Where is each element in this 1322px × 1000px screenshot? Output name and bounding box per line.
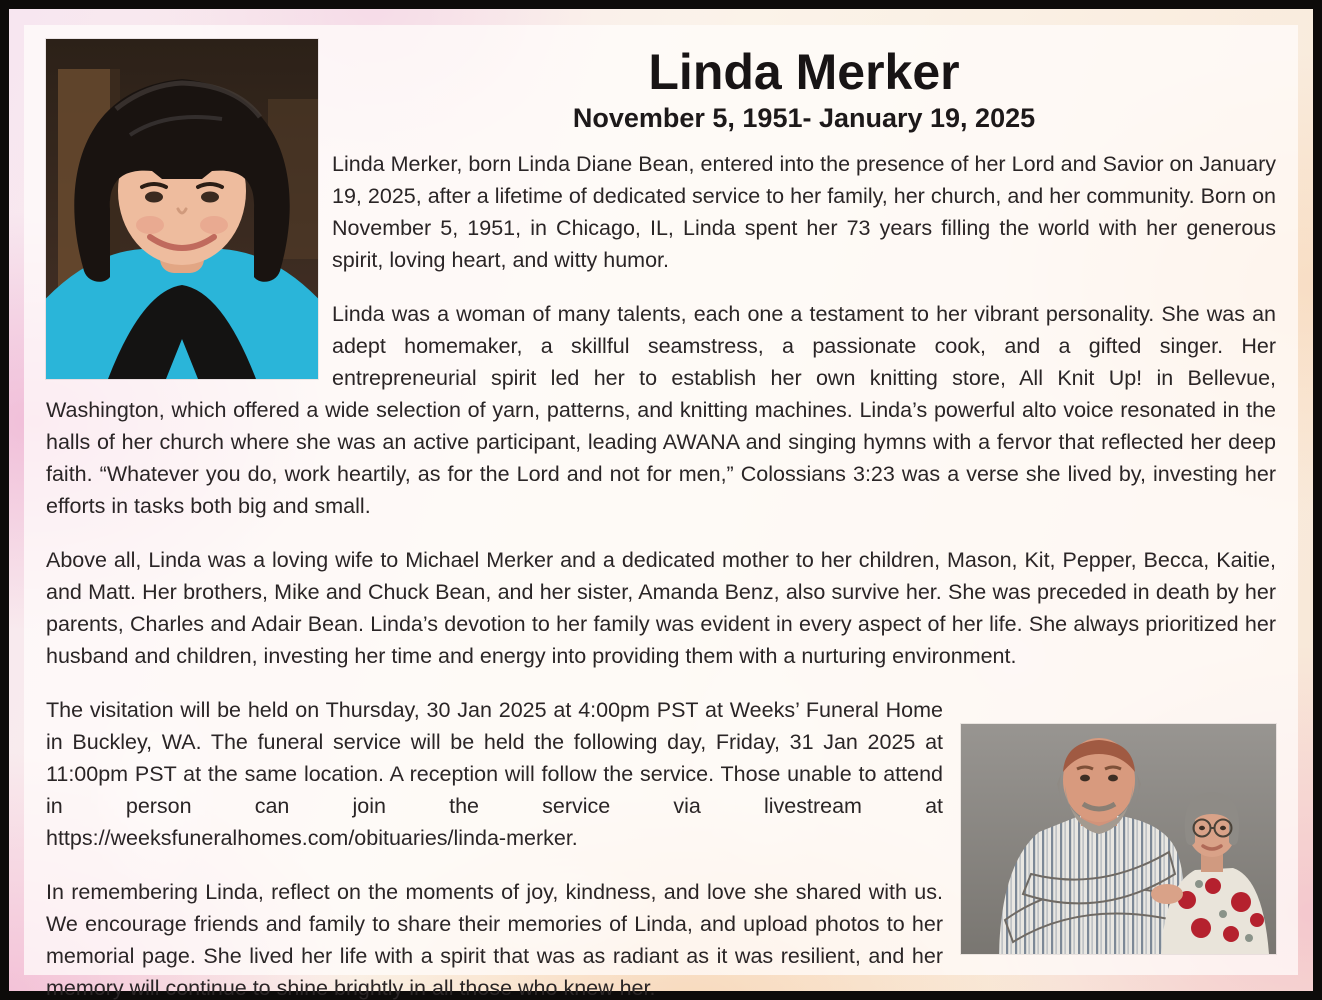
page-title: Linda Merker (648, 44, 960, 100)
portrait-photo (46, 39, 318, 379)
life-dates: November 5, 1951- January 19, 2025 (572, 103, 1036, 133)
couple-photo-illustration (961, 724, 1276, 954)
obituary-paragraph-3: Above all, Linda was a loving wife to Michael Merker and a dedicated mother to her children, Mason, Kit, Pepper, Becca, Kaitie, and Matt. Her brothers, Mike and Chuck Bean, and her sister, Amanda Benz, also survive her. She was preceded in death by her parents, Charles and Adair Bean. Linda’s devotion to her family was evident in every aspect of her life. She always prioritized her husband and children, investing her time and energy into providing them with a nurturing environment. (46, 548, 1276, 668)
obituary-paragraph-1: Linda Merker, born Linda Diane Bean, entered into the presence of her Lord and Savior on January 19, 2025, after a lifetime of dedicated service to her family, her church, and her community. Born on November 5, 1951, in Chicago, IL, Linda spent her 73 years filling the world with her generous spirit, loving heart, and witty humor. (332, 152, 1276, 272)
couple-photo (961, 724, 1276, 954)
portrait-photo-illustration (46, 39, 318, 379)
obituary-card (24, 25, 1298, 1000)
obituary-paragraph-2: Linda was a woman of many talents, each one a testament to her vibrant personality. She was an adept homemaker, a skillful seamstress, a passionate cook, and a gifted singer. Her entrepreneurial spirit led her to establish her own knitting store, All Knit Up! in Bellevue, Washington, which offered a wide selection of yarn, patterns, and knitting machines. Linda’s powerful alto voice resonated in the halls of her church where she was an active participant, leading AWANA and singing hymns with a fervor that reflected her deep faith. “Whatever you do, work heartily, as for the Lord and not for men,” Colossians 3:23 was a verse she lived by, investing her efforts in tasks both big and small. (46, 302, 1276, 518)
obituary-paragraph-5: In remembering Linda, reflect on the moments of joy, kindness, and love she shared with us. We encourage friends and family to share their memories of Linda, and upload photos to her memorial page. She lived her life with a spirit that was as radiant as it was resilient, and her memory will continue to shine brightly in all those who knew her. (46, 880, 943, 1000)
obituary-paragraph-4: The visitation will be held on Thursday, 30 Jan 2025 at 4:00pm PST at Weeks’ Funeral Home in Buckley, WA. The funeral service will be held the following day, Friday, 31 Jan 2025 at 11:00pm PST at the same location. A reception will follow the service. Those unable to attend in person can join the service via livestream at https://weeksfuneralhomes.com/obituaries/linda-merker. (46, 698, 943, 850)
floral-background (9, 9, 1313, 1000)
